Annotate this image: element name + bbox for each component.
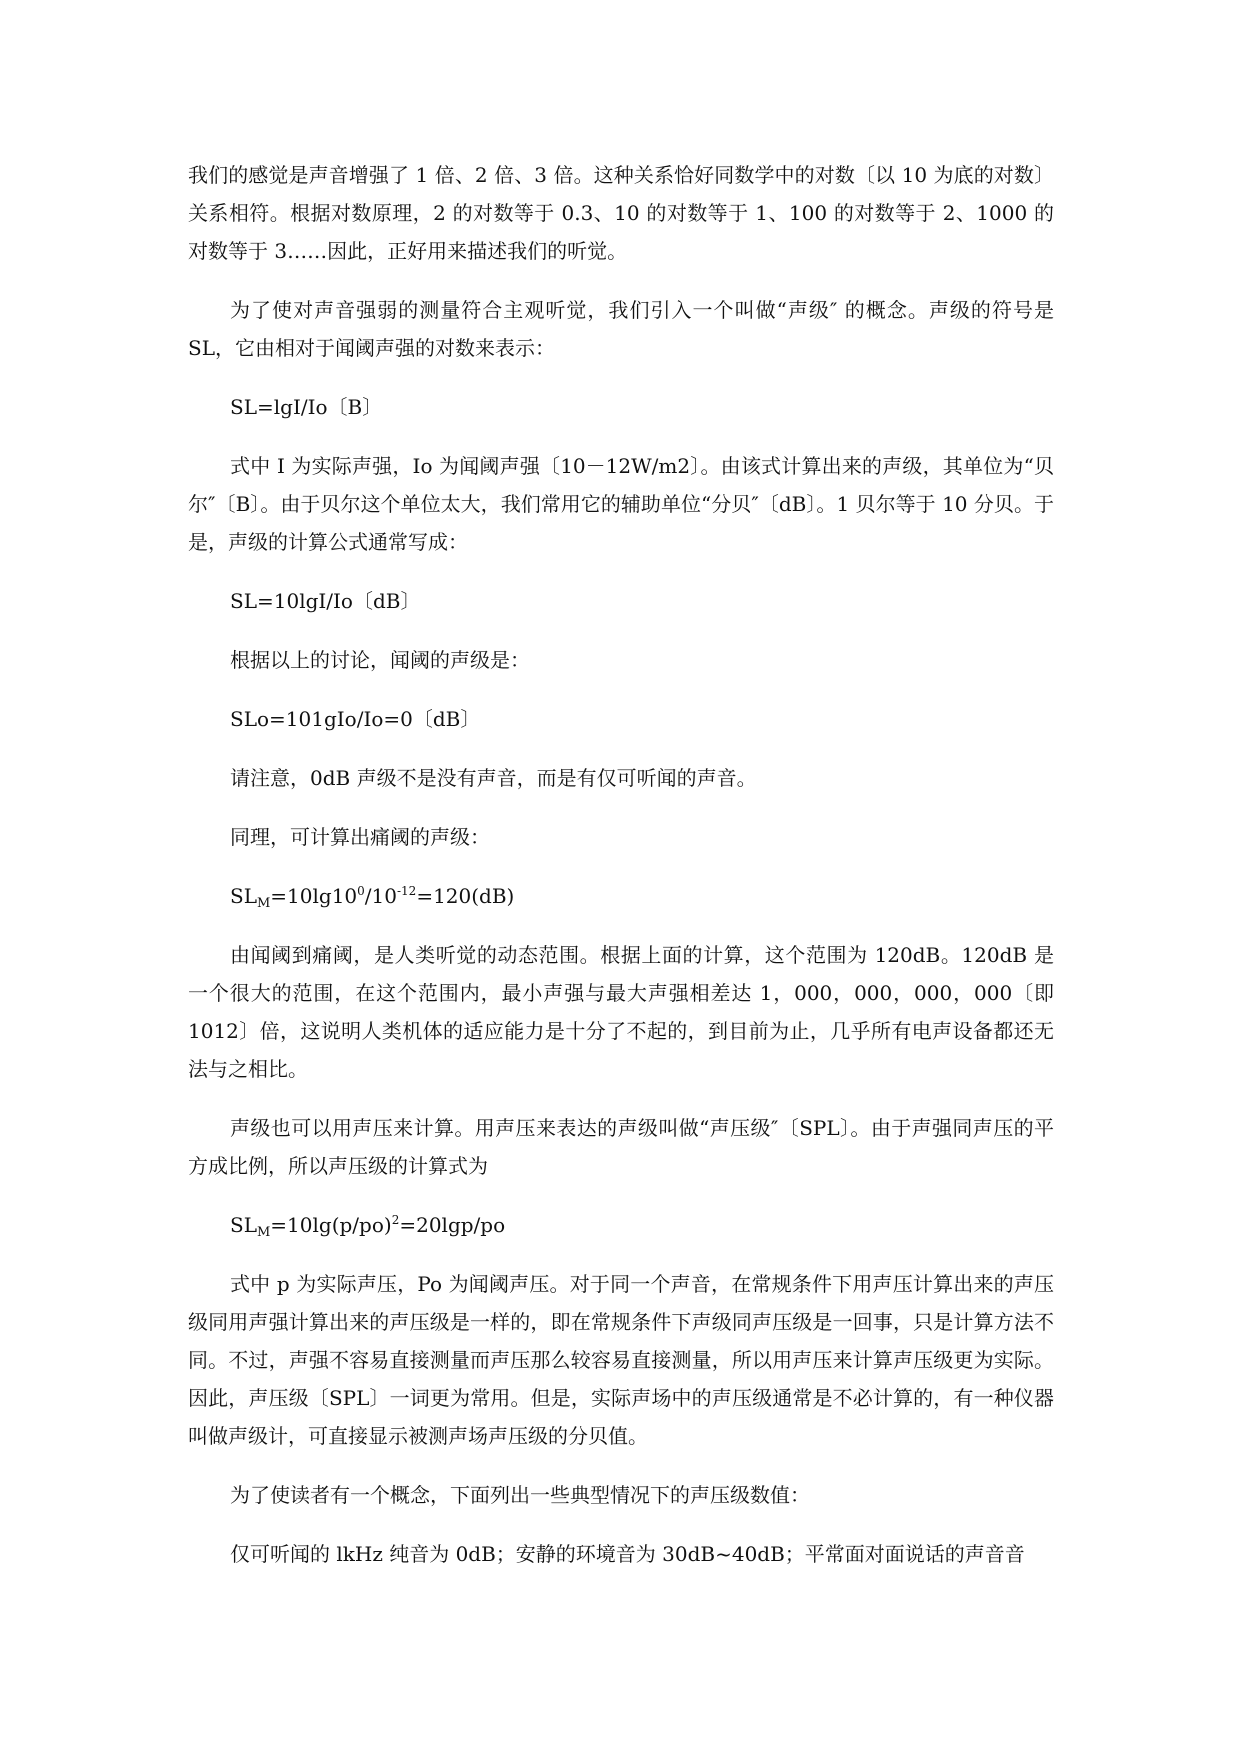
- paragraph-sound-pressure-level: 声级也可以用声压来计算。用声压来表达的声级叫做“声压级″〔SPL〕。由于声强同声压的平方成比例，所以声压级的计算式为: [188, 1116, 1054, 1178]
- formula-superscript: -12: [396, 884, 417, 898]
- document-body: [188, 156, 1054, 1594]
- formula-sl-decibel: SL=10lgI/Io〔dB〕: [230, 589, 421, 613]
- formula-subscript: M: [256, 1225, 271, 1240]
- paragraph-zero-db-note: 请注意，0dB 声级不是没有声音，而是有仅可听闻的声音。: [230, 766, 757, 790]
- formula-text: =120(dB): [416, 884, 515, 908]
- paragraph-bel-decibel: 式中 I 为实际声强，Io 为闻阈声强〔10－12W/m2〕。由该式计算出来的声级，其单位为“贝尔″〔B〕。由于贝尔这个单位太大，我们常用它的辅助单位“分贝″〔dB〕。1 贝尔等于 10 分贝。于是，声级的计算公式通常写成：: [188, 454, 1054, 554]
- formula-spl: [188, 1206, 1054, 1244]
- formula-threshold-level: SLo=101gIo/Io=0〔dB〕: [230, 707, 481, 731]
- formula-text: SL: [230, 1213, 257, 1237]
- paragraph-spl-explanation: 式中 p 为实际声压，Po 为闻阈声压。对于同一个声音，在常规条件下用声压计算出来的声压级同用声强计算出来的声压级是一样的，即在常规条件下声级同声压级是一回事，只是计算方法不同。不过，声强不容易直接测量而声压那么较容易直接测量，所以用声压来计算声压级更为实际。因此，声压级〔SPL〕一词更为常用。但是，实际声场中的声压级通常是不必计算的，有一种仪器叫做声级计，可直接显示被测声场声压级的分贝值。: [188, 1272, 1054, 1448]
- formula-text: /10: [364, 884, 397, 908]
- paragraph-threshold-intro: 根据以上的讨论，闻阈的声级是：: [230, 648, 530, 672]
- formula-text: =10lg10: [270, 884, 358, 908]
- formula-superscript: 2: [391, 1213, 400, 1227]
- formula-subscript: M: [256, 896, 271, 911]
- formula-sl-bel: SL=lgI/Io〔B〕: [230, 395, 383, 419]
- paragraph-sound-level-concept: 为了使对声音强弱的测量符合主观听觉，我们引入一个叫做“声级″ 的概念。声级的符号是 SL，它由相对于闻阈声强的对数来表示：: [188, 298, 1054, 360]
- formula-pain-threshold: [188, 877, 1054, 915]
- formula-text: SL: [230, 884, 257, 908]
- paragraph-dynamic-range: 由闻阈到痛阈，是人类听觉的动态范围。根据上面的计算，这个范围为 120dB。120dB 是一个很大的范围，在这个范围内，最小声强与最大声强相差达 1，000，000，000，000〔即 1012〕倍，这说明人类机体的适应能力是十分了不起的，到目前为止，几乎所有电声设备都还无法与之相比。: [188, 943, 1054, 1081]
- paragraph-typical-values-intro: 为了使读者有一个概念，下面列出一些典型情况下的声压级数值：: [230, 1483, 810, 1507]
- formula-superscript: 0: [357, 884, 365, 898]
- paragraph-log-relation: 我们的感觉是声音增强了 1 倍、2 倍、3 倍。这种关系恰好同数学中的对数〔以 10 为底的对数〕关系相符。根据对数原理，2 的对数等于 0.3、10 的对数等于 1、100 的对数等于 2、1000 的对数等于 3……因此，正好用来描述我们的听觉。: [188, 163, 1054, 263]
- formula-text: =20lgp/po: [399, 1213, 506, 1237]
- paragraph-typical-values: 仅可听闻的 lkHz 纯音为 0dB；安静的环境音为 30dB~40dB；平常面对面说话的声音音: [230, 1542, 1025, 1566]
- paragraph-pain-threshold-intro: 同理，可计算出痛阈的声级：: [230, 825, 490, 849]
- formula-text: =10lg(p/po): [270, 1213, 392, 1237]
